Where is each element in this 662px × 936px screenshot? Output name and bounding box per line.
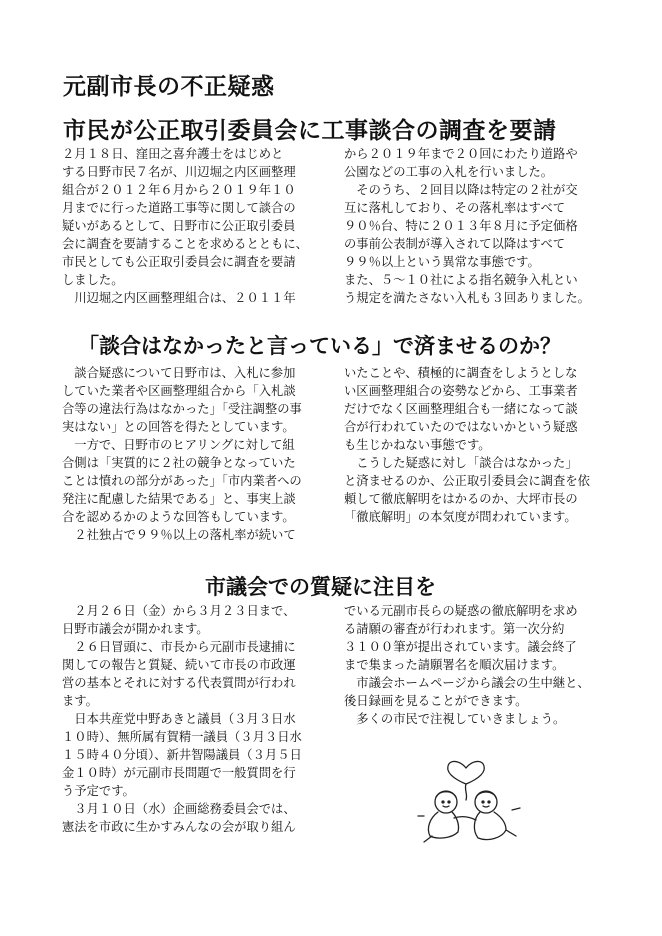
text-line: ２月２６日（金）から３月２３日まで、 — [62, 604, 296, 618]
text-line: 互に落札しており、その落札率はすべて — [344, 201, 566, 215]
text-line: ９０％台、特に２０１３年８月に予定価格 — [344, 219, 578, 233]
section1-left-column — [62, 145, 324, 307]
text-line: ９９％以上という異常な事態です。 — [344, 255, 540, 269]
text-line: 日本共産党中野あきと議員（３月３日水 — [62, 712, 296, 726]
text-line: 合等の違法行為はなかった」「受注調整の事 — [62, 402, 302, 416]
text-line: 「徹底解明」の本気度が問われています。 — [344, 510, 577, 524]
heart-children-icon — [408, 746, 528, 846]
subtitle-heading: 市民が公正取引委員会に工事談合の調査を要請 — [63, 118, 557, 144]
text-line: でいる元副市長らの疑惑の徹底解明を求め — [344, 604, 578, 618]
section3-right-column — [344, 602, 606, 728]
text-line: ２６日冒頭に、市長から元副市長逮捕に — [62, 640, 296, 654]
text-line: 一方で、日野市のヒアリングに対して組 — [62, 438, 295, 452]
text-line: ます。 — [62, 694, 98, 708]
section3-left-column — [62, 602, 324, 836]
text-line: から２０１９年まで２０回にわたり道路や — [344, 147, 578, 161]
section-heading-dango: 「談合はなかったと言っている」で済ませるのか？ — [78, 334, 561, 358]
text-line: 発注に配慮した結果である」と、事実上談 — [62, 492, 296, 506]
text-line: 多くの市民で注視していきましょう。 — [344, 712, 566, 726]
text-line: ２月１８日、窪田之喜弁護士をはじめと — [62, 147, 284, 161]
text-line: だけでなく区画整理組合も一緒になって談 — [344, 402, 578, 416]
section2-right-column — [344, 364, 606, 526]
text-line: う規定を満たさない入札も３回ありました。 — [344, 291, 590, 305]
section-heading-city-council: 市議会での質疑に注目を — [205, 575, 436, 599]
text-line: 関しての報告と質疑、続いて市長の市政運 — [62, 658, 296, 672]
text-line: こうした疑惑に対し「談合はなかった」 — [344, 456, 578, 470]
text-line: 市議会ホームページから議会の生中継と、 — [344, 676, 590, 690]
text-line: また、５～１０社による指名競争入札とい — [344, 273, 578, 287]
text-line: 合側は「実質的に２社の競争となっていた — [62, 456, 296, 470]
text-line: う予定です。 — [62, 784, 135, 798]
text-line: 疑いがあるとして、日野市に公正取引委員 — [62, 219, 296, 233]
text-line: ２社独占で９９％以上の落札率が続いて — [62, 528, 296, 542]
text-line: 談合疑惑について日野市は、入札に参加 — [62, 366, 296, 380]
text-line: しました。 — [62, 273, 124, 287]
text-line: 実はない」との回答を得たとしています。 — [62, 420, 295, 434]
text-line: 営の基本とそれに対する代表質問が行われ — [62, 676, 296, 690]
text-line: と済ませるのか、公正取引委員会に調査を依 — [344, 474, 590, 488]
text-line: ３月１０日（水）企画総務委員会では、 — [62, 802, 296, 816]
text-line: そのうち、２回目以降は特定の２社が交 — [344, 183, 578, 197]
text-line: る請願の審査が行われます。第一次分約 — [344, 622, 565, 636]
text-line: まで集まった請願署名を順次届けます。 — [344, 658, 565, 672]
text-line: ３１００筆が提出されています。議会終了 — [344, 640, 577, 654]
text-line: 合を認めるかのような回答もしています。 — [62, 510, 295, 524]
text-line: する日野市民７名が、川辺堀之内区画整理 — [62, 165, 296, 179]
section2-left-column — [62, 364, 324, 544]
text-line: １０時）、無所属有賀精一議員（３月３日水 — [62, 730, 302, 744]
text-line: 憲法を市政に生かすみんなの会が取り組ん — [62, 820, 296, 834]
text-line: も生じかねない事態です。 — [344, 438, 491, 452]
text-line: 日野市議会が開かれます。 — [62, 622, 209, 636]
section1-right-column — [344, 145, 606, 307]
text-line: 市民としても公正取引委員会に調査を要請 — [62, 255, 296, 269]
text-line: 金１０時）が元副市長問題で一般質問を行 — [62, 766, 296, 780]
text-line: していた業者や区画整理組合から「入札談 — [62, 384, 296, 398]
text-line: １５時４０分頃）、新井智陽議員（３月５日 — [62, 748, 302, 762]
text-line: 合が行われていたのではないかという疑惑 — [344, 420, 578, 434]
text-line: 組合が２０１２年６月から２０１９年１０ — [62, 183, 296, 197]
text-line: い区画整理組合の姿勢などから、工事業者 — [344, 384, 578, 398]
text-line: 頼して徹底解明をはかるのか、大坪市長の — [344, 492, 578, 506]
text-line: 公園などの工事の入札を行いました。 — [344, 165, 554, 179]
text-line: の事前公表制が導入されて以降はすべて — [344, 237, 566, 251]
text-line: 月までに行った道路工事等に関して談合の — [62, 201, 296, 215]
text-line: ことは憤れの部分があった」「市内業者への — [62, 474, 302, 488]
text-line: 会に調査を要請することを求めるとともに、 — [62, 237, 308, 251]
text-line: いたことや、積極的に調査をしようとしな — [344, 366, 578, 380]
text-line: 後日録画を見ることができます。 — [344, 694, 528, 708]
text-line: 川辺堀之内区画整理組合は、２０１１年 — [62, 291, 296, 305]
page-title: 元副市長の不正疑惑 — [63, 74, 275, 100]
